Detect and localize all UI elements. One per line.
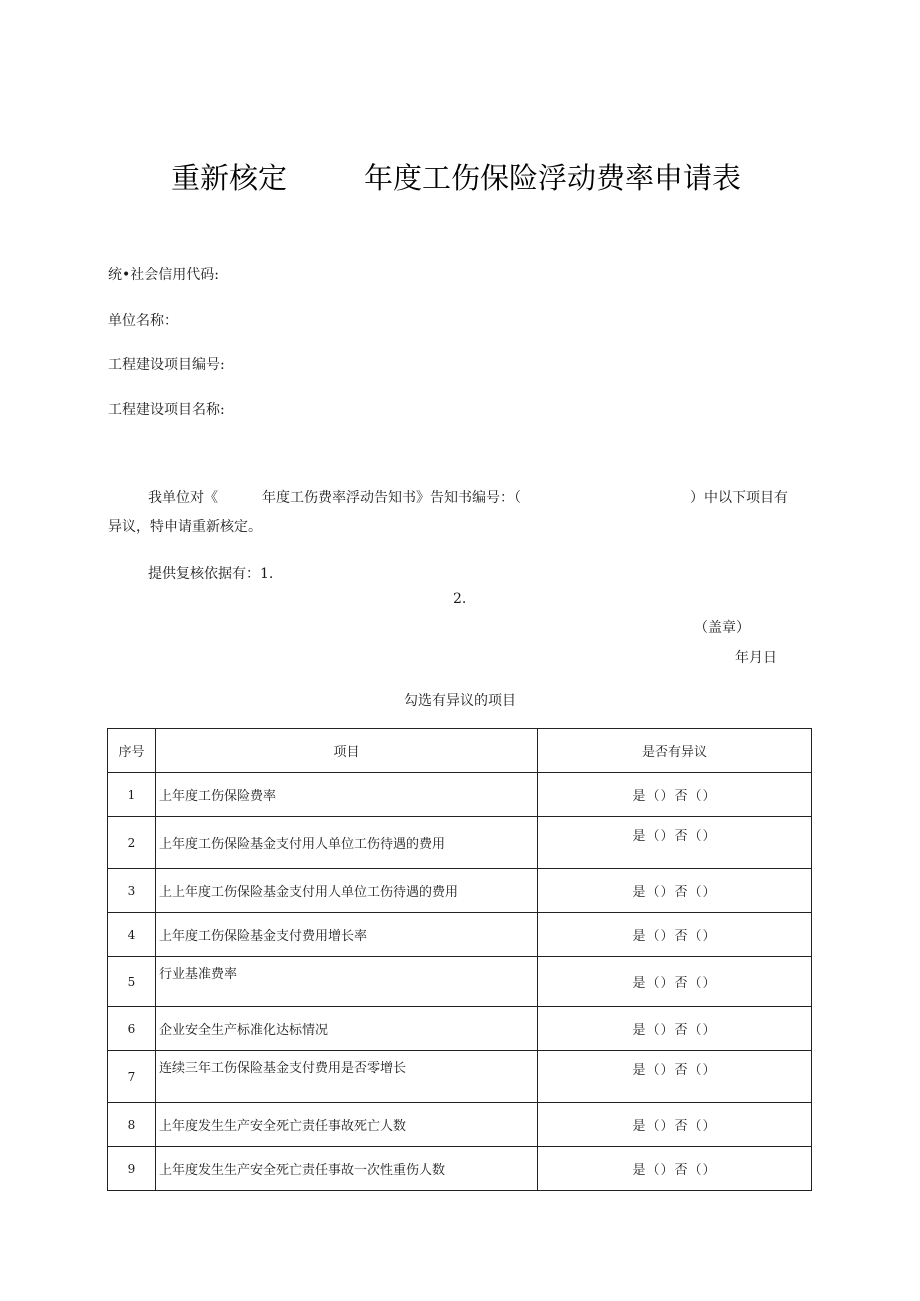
header-objection: 是否有异议 bbox=[538, 729, 812, 773]
row-choice[interactable]: 是（）否（） bbox=[538, 817, 812, 869]
header-item: 项目 bbox=[156, 729, 538, 773]
row-choice[interactable]: 是（）否（） bbox=[538, 1147, 812, 1191]
row-item: 上年度发生生产安全死亡责任事故一次性重伤人数 bbox=[156, 1147, 538, 1191]
row-choice[interactable]: 是（）否（） bbox=[538, 773, 812, 817]
row-number: 9 bbox=[108, 1147, 156, 1191]
row-number: 4 bbox=[108, 913, 156, 957]
table-row bbox=[108, 957, 812, 1007]
row-choice[interactable]: 是（）否（） bbox=[538, 1051, 812, 1103]
row-choice[interactable]: 是（）否（） bbox=[538, 913, 812, 957]
basis-label: 提供复核依据有：1. bbox=[148, 566, 274, 582]
row-number: 1 bbox=[108, 773, 156, 817]
project-name-field: 工程建设项目名称: bbox=[108, 402, 225, 418]
form-title bbox=[0, 150, 920, 200]
row-number: 5 bbox=[108, 957, 156, 1007]
row-item: 连续三年工伤保险基金支付费用是否零增长 bbox=[156, 1051, 538, 1103]
objection-table bbox=[107, 728, 812, 1191]
row-number: 3 bbox=[108, 869, 156, 913]
table-row bbox=[108, 869, 812, 913]
table-row bbox=[108, 1051, 812, 1103]
table-row bbox=[108, 773, 812, 817]
seal-label: （盖章） bbox=[694, 620, 750, 636]
row-item: 上上年度工伤保险基金支付用人单位工伤待遇的费用 bbox=[156, 869, 538, 913]
table-row bbox=[108, 817, 812, 869]
title-part-2: 年度工伤保险浮动费率申请表 bbox=[364, 161, 742, 195]
row-number: 7 bbox=[108, 1051, 156, 1103]
row-number: 2 bbox=[108, 817, 156, 869]
table-row bbox=[108, 1147, 812, 1191]
row-number: 8 bbox=[108, 1103, 156, 1147]
row-item: 行业基准费率 bbox=[156, 957, 538, 1007]
row-item: 上年度工伤保险基金支付用人单位工伤待遇的费用 bbox=[156, 817, 538, 869]
header-number: 序号 bbox=[108, 729, 156, 773]
basis-item-2: 2. bbox=[453, 591, 467, 607]
row-choice[interactable]: 是（）否（） bbox=[538, 869, 812, 913]
table-row bbox=[108, 1103, 812, 1147]
row-choice[interactable]: 是（）否（） bbox=[538, 957, 812, 1007]
row-item: 上年度工伤保险费率 bbox=[156, 773, 538, 817]
table-header-row bbox=[108, 729, 812, 773]
date-label: 年月日 bbox=[735, 650, 777, 666]
row-number: 6 bbox=[108, 1007, 156, 1051]
row-item: 企业安全生产标准化达标情况 bbox=[156, 1007, 538, 1051]
unit-name-field: 单位名称： bbox=[108, 313, 178, 329]
row-choice[interactable]: 是（）否（） bbox=[538, 1007, 812, 1051]
table-row bbox=[108, 913, 812, 957]
credit-code-field: 统•社会信用代码: bbox=[108, 267, 219, 283]
statement-notice: 年度工伤费率浮动告知书》告知书编号：（ bbox=[262, 490, 521, 506]
project-number-field: 工程建设项目编号: bbox=[108, 357, 225, 373]
title-part-1: 重新核定 bbox=[171, 161, 288, 195]
table-row bbox=[108, 1007, 812, 1051]
table-caption: 勾选有异议的项目 bbox=[404, 693, 516, 709]
row-choice[interactable]: 是（）否（） bbox=[538, 1103, 812, 1147]
statement-prefix: 我单位对《 bbox=[148, 490, 218, 506]
statement-suffix: ）中以下项目有 bbox=[690, 490, 788, 506]
statement-line-2: 异议，特申请重新核定。 bbox=[108, 519, 262, 535]
row-item: 上年度工伤保险基金支付费用增长率 bbox=[156, 913, 538, 957]
row-item: 上年度发生生产安全死亡责任事故死亡人数 bbox=[156, 1103, 538, 1147]
